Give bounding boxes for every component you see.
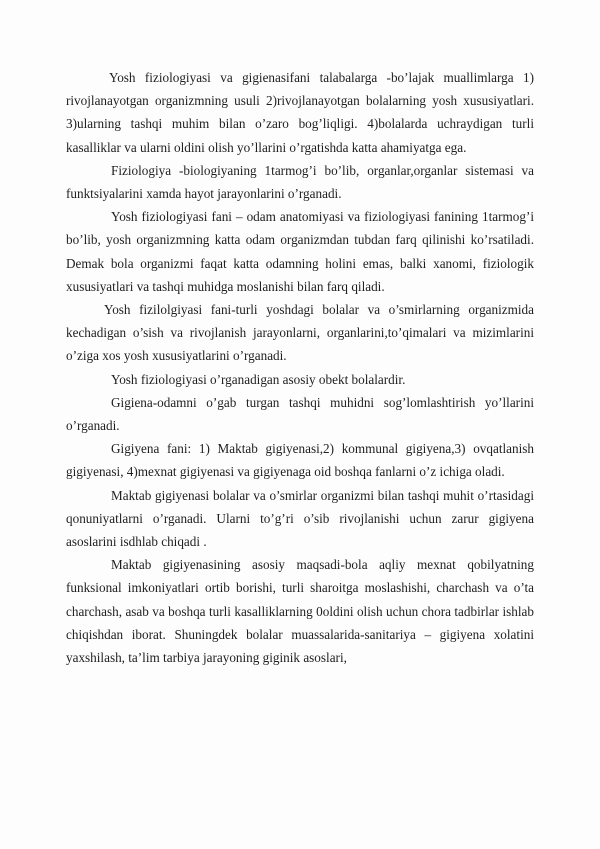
paragraph-school-hygiene-goal: Maktab gigiyenasining asosiy maqsadi-bola aqliy mexnat qobilyatning funksional imkoniyatlari ortib borishi, turli sharoitga moslashishi, charchash va o’ta charchash, asab va boshqa turli kasalliklarning 0oldini olish uchun chora tadbirlar ishlab chiqishdan iborat. Shuningdek bolalar muassalarida-sanitariya – gigiyena xolatini yaxshilash, ta’lim tarbiya jarayoning giginik asoslari,	[66, 557, 534, 666]
paragraph-hygiene-branches: Gigiyena fani: 1) Maktab gigiyenasi,2) kommunal gigiyena,3) ovqatlanish gigiyenasi, 4)mexnat gigiyenasi va gigiyenaga oid boshqa fanlarni o’z ichiga oladi.	[66, 441, 534, 480]
paragraph-physiology-definition: Fiziologiya -biologiyaning 1tarmog’i bo’lib, organlar,organlar sistemasi va funktsiyalarini xamda hayot jarayonlarini o’rganadi.	[66, 162, 534, 202]
paragraph-age-physiology-branch: Yosh fiziologiyasi fani – odam anatomiyasi va fiziologiyasi fanining 1tarmog’i bo’lib, yosh organizmning katta odam organizmdan tubdan farq qilinishi ko’rsatiladi. Demak bola organizmi faqat katta odamning holini emas, balki xanomi, fiziologik xususiyatlari va tashqi muhidga moslanishi bilan farq qiladi.	[66, 209, 534, 294]
paragraph-main-object: Yosh fiziologiyasi o’rganadigan asosiy obekt bolalardir.	[111, 371, 406, 387]
paragraph-school-hygiene: Maktab gigiyenasi bolalar va o’smirlar organizmi bilan tashqi muhit o’rtasidagi qonuniyatlarni o’rganadi. Ularni to’g’ri o’sib rivojlanishi uchun zarur gigiyena asoslarini isdhlab chiqadi .	[66, 487, 534, 550]
paragraph-intro: Yosh fiziologiyasi va gigienasifani talabalarga -bo’lajak muallimlarga 1) rivojlanayotgan organizmning usuli 2)rivojlanayotgan bolalarning yosh xususiyatlari. 3)ularning tashqi muhim bilan o’zaro bog’liqligi. 4)bolalarda uchraydigan turli kasalliklar va ularni oldini olish yo’llarini o’rgatishda katta ahamiyatga ega.	[66, 70, 534, 155]
paragraph-hygiene-definition: Gigiena-odamni o’gab turgan tashqi muhidni sog’lomlashtirish yo’llarini o’rganadi.	[66, 394, 534, 434]
paragraph-age-physiology-scope: Yosh fizilolgiyasi fani-turli yoshdagi bolalar va o’smirlarning organizmida kechadigan o’sish va rivojlanish jarayonlarni, organlarini,to’qimalari va mizimlarini o’ziga xos yosh xususiyatlarini o’rganadi.	[66, 302, 534, 364]
